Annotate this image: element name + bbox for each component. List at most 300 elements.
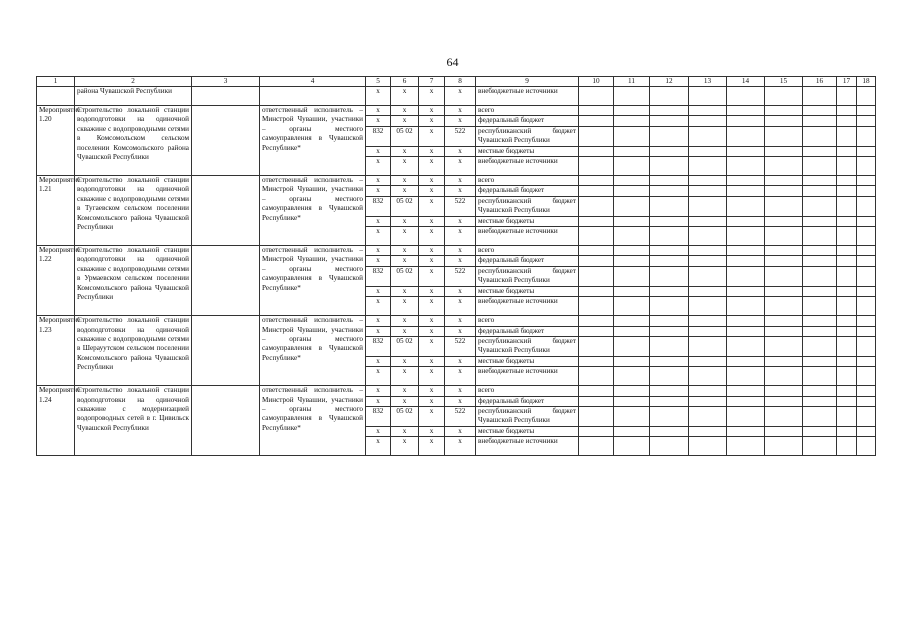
code-cell: х <box>391 297 419 316</box>
code-cell: 832 <box>366 266 391 286</box>
value-cell <box>857 227 876 246</box>
value-cell <box>727 246 765 256</box>
measure-name: Строительство локальной станции водоподготовки на одиночной скважине с модернизацией водопроводных сетей в г. Цивильск Чувашской Республики <box>75 386 192 456</box>
funding-source: федеральный бюджет <box>476 256 579 266</box>
funding-source: всего <box>476 106 579 116</box>
code-cell: х <box>445 396 476 406</box>
value-cell <box>689 126 727 146</box>
value-cell <box>650 356 689 366</box>
value-cell <box>614 297 650 316</box>
value-cell <box>650 336 689 356</box>
value-cell <box>803 356 837 366</box>
code-cell: х <box>445 286 476 296</box>
value-cell <box>727 146 765 156</box>
value-cell <box>650 316 689 326</box>
value-cell <box>579 266 614 286</box>
code-cell: х <box>419 116 445 126</box>
value-cell <box>650 216 689 226</box>
code-cell: 522 <box>445 266 476 286</box>
code-cell: х <box>445 367 476 386</box>
measure-name: Строительство локальной станции водоподготовки на одиночной скважине с водопроводными сетями в Урмаевском сельском поселении Комсомольского района Чувашской Республики <box>75 246 192 316</box>
value-cell <box>765 336 803 356</box>
code-cell: 832 <box>366 336 391 356</box>
value-cell <box>650 406 689 426</box>
funding-source: местные бюджеты <box>476 216 579 226</box>
value-cell <box>765 196 803 216</box>
value-cell <box>650 106 689 116</box>
value-cell <box>857 186 876 196</box>
value-cell <box>727 227 765 246</box>
value-cell <box>727 157 765 176</box>
value-cell <box>857 256 876 266</box>
code-cell: х <box>445 297 476 316</box>
value-cell <box>803 146 837 156</box>
value-cell <box>614 196 650 216</box>
code-cell: х <box>366 256 391 266</box>
value-cell <box>579 216 614 226</box>
value-cell <box>689 106 727 116</box>
value-cell <box>765 216 803 226</box>
value-cell <box>765 406 803 426</box>
code-cell: 832 <box>366 126 391 146</box>
code-cell: х <box>366 227 391 246</box>
value-cell <box>837 316 857 326</box>
value-cell <box>765 286 803 296</box>
value-cell <box>614 326 650 336</box>
measure-row <box>37 316 876 326</box>
value-cell <box>689 157 727 176</box>
column-number-2: 2 <box>75 77 192 87</box>
value-cell <box>579 256 614 266</box>
value-cell <box>689 246 727 256</box>
value-cell <box>689 216 727 226</box>
value-cell <box>727 286 765 296</box>
value-cell <box>837 396 857 406</box>
value-cell <box>837 336 857 356</box>
value-cell <box>614 87 650 106</box>
funding-source: всего <box>476 386 579 396</box>
value-cell <box>803 316 837 326</box>
value-cell <box>689 297 727 316</box>
value-cell <box>650 386 689 396</box>
value-cell <box>614 106 650 116</box>
empty-cell <box>192 176 260 246</box>
value-cell <box>857 336 876 356</box>
value-cell <box>579 116 614 126</box>
measure-label: Мероприятие 1.20 <box>37 106 75 176</box>
column-number-13: 13 <box>689 77 727 87</box>
value-cell <box>837 406 857 426</box>
value-cell <box>614 227 650 246</box>
column-number-8: 8 <box>445 77 476 87</box>
value-cell <box>837 116 857 126</box>
value-cell <box>614 356 650 366</box>
value-cell <box>579 146 614 156</box>
value-cell <box>727 256 765 266</box>
value-cell <box>689 356 727 366</box>
value-cell <box>857 246 876 256</box>
value-cell <box>727 106 765 116</box>
code-cell: х <box>366 186 391 196</box>
value-cell <box>837 356 857 366</box>
value-cell <box>803 106 837 116</box>
value-cell <box>765 266 803 286</box>
column-number-4: 4 <box>260 77 366 87</box>
value-cell <box>837 87 857 106</box>
code-cell: 05 02 <box>391 196 419 216</box>
code-cell: х <box>391 157 419 176</box>
code-cell: х <box>445 157 476 176</box>
value-cell <box>803 216 837 226</box>
funding-source: местные бюджеты <box>476 356 579 366</box>
value-cell <box>579 297 614 316</box>
value-cell <box>857 216 876 226</box>
value-cell <box>650 126 689 146</box>
value-cell <box>727 116 765 126</box>
code-cell: х <box>366 246 391 256</box>
value-cell <box>579 406 614 426</box>
code-cell: х <box>366 216 391 226</box>
value-cell <box>579 176 614 186</box>
value-cell <box>803 286 837 296</box>
column-number-16: 16 <box>803 77 837 87</box>
value-cell <box>837 176 857 186</box>
measure-label <box>37 87 75 106</box>
value-cell <box>579 326 614 336</box>
value-cell <box>650 246 689 256</box>
code-cell: х <box>419 157 445 176</box>
column-number-18: 18 <box>857 77 876 87</box>
code-cell: х <box>419 396 445 406</box>
value-cell <box>803 87 837 106</box>
value-cell <box>614 256 650 266</box>
value-cell <box>579 286 614 296</box>
value-cell <box>689 326 727 336</box>
value-cell <box>727 396 765 406</box>
value-cell <box>727 437 765 456</box>
funding-source: внебюджетные источники <box>476 227 579 246</box>
value-cell <box>727 266 765 286</box>
value-cell <box>765 356 803 366</box>
value-cell <box>579 386 614 396</box>
value-cell <box>857 266 876 286</box>
value-cell <box>765 246 803 256</box>
funding-source: местные бюджеты <box>476 146 579 156</box>
value-cell <box>765 256 803 266</box>
value-cell <box>689 227 727 246</box>
value-cell <box>727 336 765 356</box>
continuation-row <box>37 87 876 106</box>
value-cell <box>727 297 765 316</box>
funding-source: республиканский бюджет Чувашской Республики <box>476 336 579 356</box>
measure-name: Строительство локальной станции водоподготовки на одиночной скважине с водопроводными сетями в Шерауутском сельском поселении Комсомольского района Чувашской Республики <box>75 316 192 386</box>
funding-source: федеральный бюджет <box>476 396 579 406</box>
code-cell: х <box>419 367 445 386</box>
value-cell <box>837 437 857 456</box>
value-cell <box>689 426 727 436</box>
value-cell <box>857 367 876 386</box>
code-cell: х <box>445 186 476 196</box>
value-cell <box>727 87 765 106</box>
value-cell <box>689 146 727 156</box>
value-cell <box>837 196 857 216</box>
measure-row <box>37 386 876 396</box>
value-cell <box>579 316 614 326</box>
value-cell <box>837 286 857 296</box>
column-number-14: 14 <box>727 77 765 87</box>
value-cell <box>650 116 689 126</box>
value-cell <box>689 87 727 106</box>
code-cell: х <box>391 176 419 186</box>
value-cell <box>579 157 614 176</box>
value-cell <box>579 186 614 196</box>
measure-row <box>37 176 876 186</box>
code-cell: х <box>366 316 391 326</box>
measure-label: Мероприятие 1.21 <box>37 176 75 246</box>
value-cell <box>689 386 727 396</box>
value-cell <box>689 336 727 356</box>
value-cell <box>837 256 857 266</box>
code-cell: х <box>419 406 445 426</box>
value-cell <box>579 246 614 256</box>
code-cell: х <box>445 227 476 246</box>
code-cell: х <box>366 176 391 186</box>
value-cell <box>803 196 837 216</box>
value-cell <box>614 367 650 386</box>
value-cell <box>803 326 837 336</box>
value-cell <box>689 367 727 386</box>
value-cell <box>614 126 650 146</box>
value-cell <box>689 196 727 216</box>
code-cell: х <box>419 297 445 316</box>
value-cell <box>650 87 689 106</box>
code-cell: 522 <box>445 336 476 356</box>
value-cell <box>857 176 876 186</box>
value-cell <box>614 286 650 296</box>
value-cell <box>614 176 650 186</box>
funding-source: внебюджетные источники <box>476 87 579 106</box>
code-cell: 05 02 <box>391 126 419 146</box>
value-cell <box>689 316 727 326</box>
value-cell <box>689 396 727 406</box>
value-cell <box>650 437 689 456</box>
code-cell: х <box>366 87 391 106</box>
code-cell: х <box>366 367 391 386</box>
funding-source: федеральный бюджет <box>476 186 579 196</box>
code-cell: х <box>445 256 476 266</box>
funding-source: республиканский бюджет Чувашской Республики <box>476 196 579 216</box>
value-cell <box>765 437 803 456</box>
responsible <box>260 87 366 106</box>
value-cell <box>689 406 727 426</box>
value-cell <box>579 396 614 406</box>
responsible: ответственный исполнитель – Минстрой Чувашии, участники – органы местного самоуправления в Чувашской Республике* <box>260 246 366 316</box>
column-number-row <box>37 77 876 87</box>
value-cell <box>614 216 650 226</box>
code-cell: х <box>445 146 476 156</box>
column-number-11: 11 <box>614 77 650 87</box>
value-cell <box>837 216 857 226</box>
value-cell <box>650 186 689 196</box>
value-cell <box>650 157 689 176</box>
value-cell <box>579 196 614 216</box>
value-cell <box>765 87 803 106</box>
code-cell: х <box>366 396 391 406</box>
code-cell: х <box>419 246 445 256</box>
value-cell <box>857 396 876 406</box>
value-cell <box>579 336 614 356</box>
value-cell <box>727 426 765 436</box>
code-cell: х <box>419 356 445 366</box>
code-cell: х <box>391 186 419 196</box>
empty-cell <box>192 87 260 106</box>
code-cell: х <box>419 426 445 436</box>
value-cell <box>689 176 727 186</box>
value-cell <box>765 316 803 326</box>
code-cell: х <box>419 196 445 216</box>
code-cell: х <box>391 87 419 106</box>
value-cell <box>689 186 727 196</box>
code-cell: 05 02 <box>391 336 419 356</box>
value-cell <box>689 256 727 266</box>
value-cell <box>837 146 857 156</box>
code-cell: х <box>391 326 419 336</box>
code-cell: х <box>419 216 445 226</box>
funding-source: республиканский бюджет Чувашской Республики <box>476 266 579 286</box>
funding-source: внебюджетные источники <box>476 437 579 456</box>
funding-source: республиканский бюджет Чувашской Республики <box>476 406 579 426</box>
column-number-3: 3 <box>192 77 260 87</box>
value-cell <box>650 286 689 296</box>
code-cell: х <box>366 106 391 116</box>
value-cell <box>614 157 650 176</box>
value-cell <box>803 186 837 196</box>
empty-cell <box>192 386 260 456</box>
value-cell <box>765 146 803 156</box>
funding-source: федеральный бюджет <box>476 116 579 126</box>
code-cell: х <box>366 146 391 156</box>
value-cell <box>650 176 689 186</box>
code-cell: х <box>445 216 476 226</box>
code-cell: х <box>391 316 419 326</box>
value-cell <box>765 116 803 126</box>
value-cell <box>689 286 727 296</box>
column-number-12: 12 <box>650 77 689 87</box>
value-cell <box>765 386 803 396</box>
code-cell: 832 <box>366 406 391 426</box>
value-cell <box>803 227 837 246</box>
value-cell <box>857 157 876 176</box>
measure-label: Мероприятие 1.24 <box>37 386 75 456</box>
value-cell <box>857 116 876 126</box>
value-cell <box>837 326 857 336</box>
column-number-6: 6 <box>391 77 419 87</box>
value-cell <box>614 266 650 286</box>
code-cell: х <box>419 316 445 326</box>
responsible: ответственный исполнитель – Минстрой Чувашии, участники – органы местного самоуправления в Чувашской Республике* <box>260 316 366 386</box>
code-cell: х <box>445 437 476 456</box>
value-cell <box>727 176 765 186</box>
code-cell: х <box>391 246 419 256</box>
code-cell: х <box>445 316 476 326</box>
value-cell <box>727 126 765 146</box>
value-cell <box>857 286 876 296</box>
value-cell <box>579 437 614 456</box>
value-cell <box>650 367 689 386</box>
code-cell: х <box>391 286 419 296</box>
value-cell <box>803 406 837 426</box>
code-cell: х <box>445 356 476 366</box>
code-cell: х <box>445 386 476 396</box>
column-number-7: 7 <box>419 77 445 87</box>
code-cell: х <box>391 367 419 386</box>
value-cell <box>579 227 614 246</box>
value-cell <box>650 326 689 336</box>
value-cell <box>857 326 876 336</box>
value-cell <box>765 186 803 196</box>
code-cell: х <box>445 426 476 436</box>
value-cell <box>857 297 876 316</box>
code-cell: х <box>391 356 419 366</box>
funding-source: внебюджетные источники <box>476 367 579 386</box>
value-cell <box>614 186 650 196</box>
value-cell <box>727 326 765 336</box>
value-cell <box>579 87 614 106</box>
code-cell: х <box>419 336 445 356</box>
value-cell <box>765 126 803 146</box>
value-cell <box>614 426 650 436</box>
value-cell <box>837 106 857 116</box>
code-cell: х <box>391 437 419 456</box>
code-cell: х <box>419 386 445 396</box>
value-cell <box>765 106 803 116</box>
measure-row <box>37 246 876 256</box>
value-cell <box>803 437 837 456</box>
responsible: ответственный исполнитель – Минстрой Чувашии, участники – органы местного самоуправления в Чувашской Республике* <box>260 176 366 246</box>
value-cell <box>727 316 765 326</box>
column-number-5: 5 <box>366 77 391 87</box>
value-cell <box>803 266 837 286</box>
value-cell <box>837 126 857 146</box>
value-cell <box>765 396 803 406</box>
value-cell <box>837 266 857 286</box>
value-cell <box>650 396 689 406</box>
value-cell <box>614 146 650 156</box>
value-cell <box>837 297 857 316</box>
value-cell <box>689 437 727 456</box>
value-cell <box>727 406 765 426</box>
measure-name: района Чувашской Республики <box>75 87 192 106</box>
value-cell <box>765 426 803 436</box>
funding-source: местные бюджеты <box>476 426 579 436</box>
code-cell: х <box>391 256 419 266</box>
value-cell <box>837 186 857 196</box>
value-cell <box>765 227 803 246</box>
value-cell <box>650 196 689 216</box>
value-cell <box>837 426 857 436</box>
code-cell: х <box>366 386 391 396</box>
value-cell <box>857 406 876 426</box>
responsible: ответственный исполнитель – Минстрой Чувашии, участники – органы местного самоуправления в Чувашской Республике* <box>260 386 366 456</box>
measure-label: Мероприятие 1.22 <box>37 246 75 316</box>
code-cell: х <box>366 286 391 296</box>
value-cell <box>803 336 837 356</box>
value-cell <box>614 437 650 456</box>
code-cell: х <box>419 126 445 146</box>
value-cell <box>727 196 765 216</box>
value-cell <box>614 396 650 406</box>
value-cell <box>803 157 837 176</box>
